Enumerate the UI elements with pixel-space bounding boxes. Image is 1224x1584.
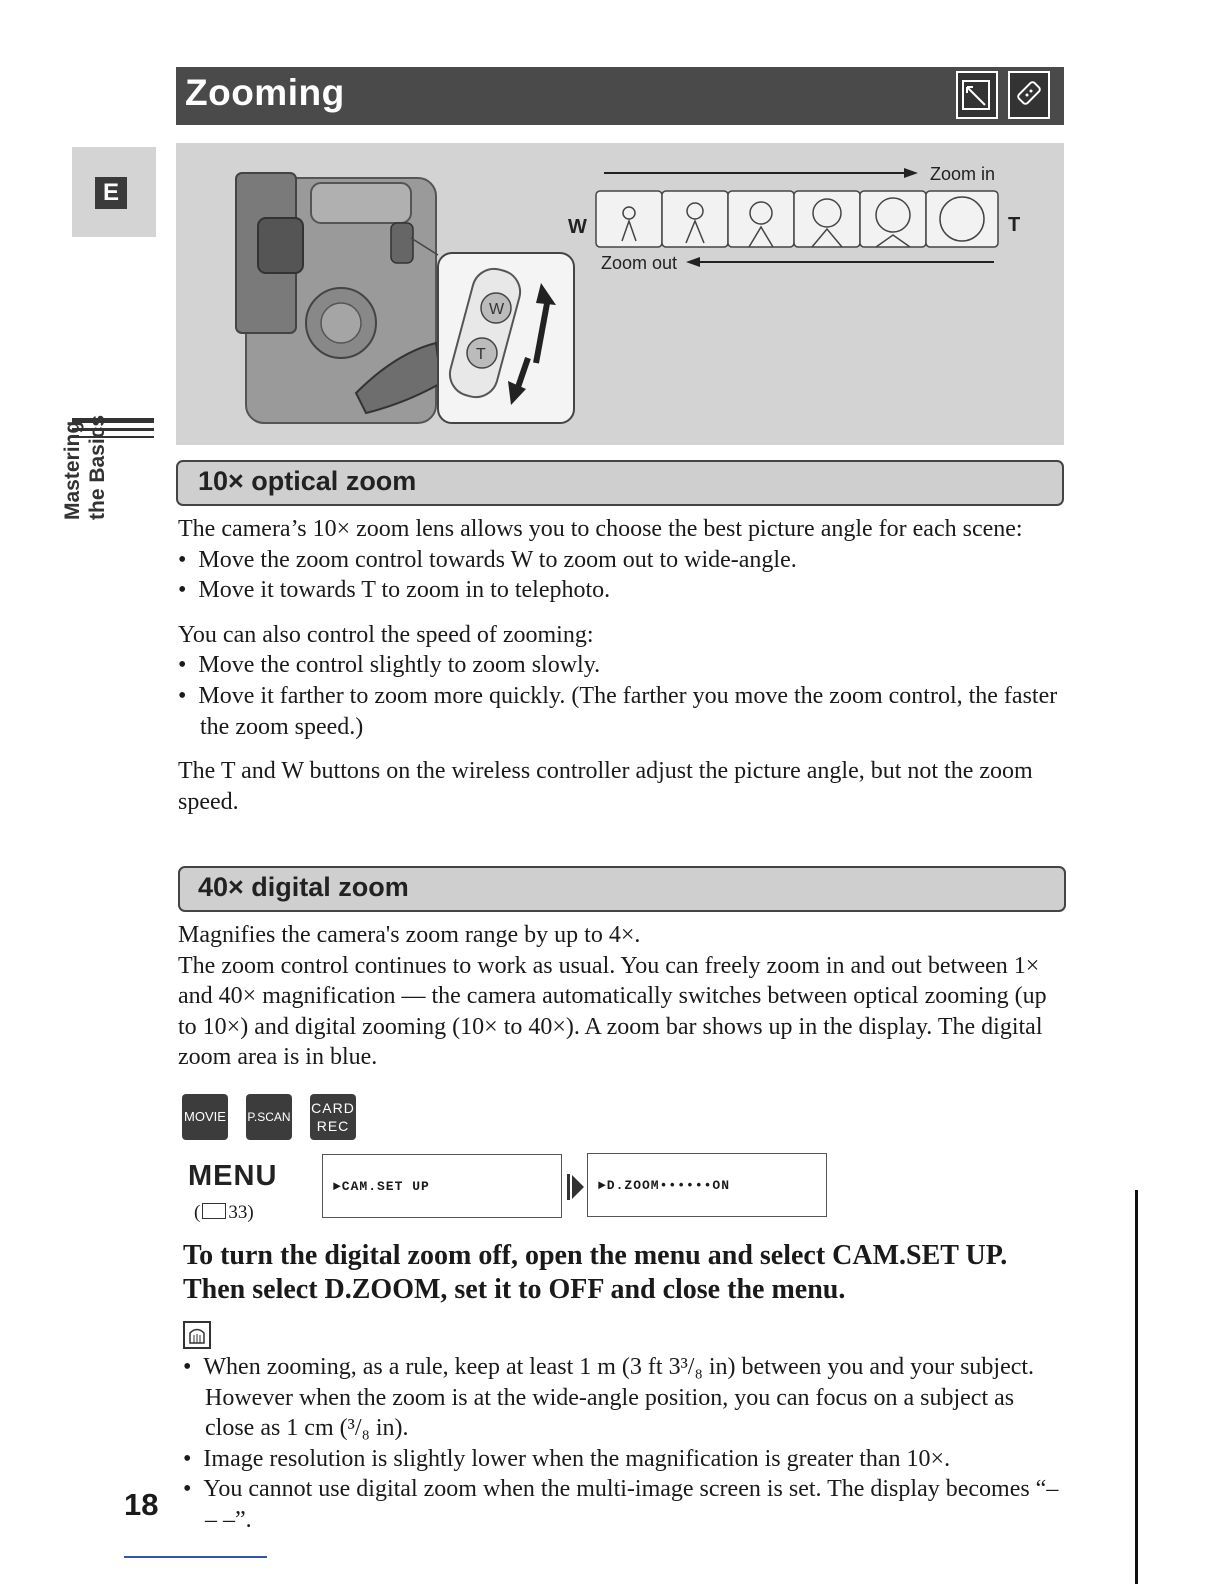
- wide-label: W: [568, 216, 587, 238]
- tele-label: T: [1008, 214, 1021, 236]
- zoom-in-label: Zoom in: [930, 164, 996, 184]
- chapter-label-line2: the Basics: [86, 414, 109, 520]
- page-number: 18: [124, 1487, 159, 1522]
- switch-w-label: W: [489, 301, 505, 318]
- optical-intro: The camera’s 10× zoom lens allows you to choose the best picture angle for each scene:: [178, 516, 1023, 542]
- chapter-label-line1: Mastering: [61, 420, 84, 520]
- list-item: • Move it farther to zoom more quickly. (The farther you move the zoom control, the faster the zoom speed.): [178, 682, 1058, 740]
- list-item: • Move the zoom control towards W to zoom out to wide-angle.: [178, 546, 797, 573]
- section-title-optical: 10× optical zoom: [198, 466, 417, 496]
- digital-line2: The zoom control continues to work as usual. You can freely zoom in and out between 1× and 40× magnification — the camera automatically switches between optical zooming (up to 10×) and digital zooming (10× to 40×). A zoom bar shows up in the display. The digital zoom area is in blue.: [178, 952, 1047, 1071]
- menu-label: MENU: [188, 1160, 278, 1192]
- menu-box-camset: ►CAM.SET UP: [322, 1154, 562, 1218]
- list-item: • Image resolution is slightly lower when the magnification is greater than 10×.: [183, 1445, 951, 1472]
- menu-arrow-icon: [566, 1173, 586, 1206]
- card-rec-mode-icon: CARD REC: [310, 1094, 356, 1140]
- optical-body: [178, 514, 1063, 817]
- list-item: • Move it towards T to zoom in to telephoto.: [178, 577, 611, 604]
- zoom-out-label: Zoom out: [601, 253, 678, 273]
- camera-mode-icon: [956, 71, 998, 119]
- chapter-label: [60, 360, 110, 520]
- note-icon: [183, 1321, 211, 1349]
- section-title-digital: 40× digital zoom: [198, 872, 409, 902]
- remote-note: The T and W buttons on the wireless controller adjust the picture angle, but not the zoom speed.: [178, 758, 1033, 815]
- list-item: • Move the control slightly to zoom slowly.: [178, 652, 601, 679]
- zoom-illustration: [176, 143, 1064, 445]
- language-tab-letter: E: [95, 177, 127, 209]
- remote-controller-icon: [1008, 71, 1050, 119]
- switch-t-label: T: [476, 346, 486, 363]
- menu-box-dzoom: ►D.ZOOM••••••ON: [587, 1153, 827, 1217]
- page-title: Zooming: [185, 72, 345, 113]
- notes-list: [183, 1352, 1063, 1536]
- list-item: • You cannot use digital zoom when the multi-image screen is set. The display becomes “– – –”.: [183, 1476, 1059, 1533]
- speed-intro: You can also control the speed of zooming:: [178, 621, 594, 648]
- footer-rule: [124, 1556, 267, 1558]
- digital-line1: Magnifies the camera's zoom range by up to 4×.: [178, 922, 641, 948]
- page-edge: [1135, 1190, 1138, 1584]
- book-icon: [202, 1203, 226, 1219]
- list-item: • When zooming, as a rule, keep at least 1 m (3 ft 3³/₈ in) between you and your subject. However when the zoom is at the wide-angle position, you can focus on a subject as close as 1 cm (³/₈ in).: [183, 1354, 1035, 1442]
- pscan-mode-icon: P.SCAN: [246, 1094, 292, 1140]
- instruction-text: To turn the digital zoom off, open the menu and select CAM.SET UP. Then select D.ZOOM, set it to OFF and close the menu.: [183, 1240, 1008, 1305]
- digital-body: [178, 920, 1063, 1073]
- movie-mode-icon: MOVIE: [182, 1094, 228, 1140]
- menu-page-ref: ( 33): [194, 1202, 254, 1223]
- camera-illustration: [176, 143, 1064, 445]
